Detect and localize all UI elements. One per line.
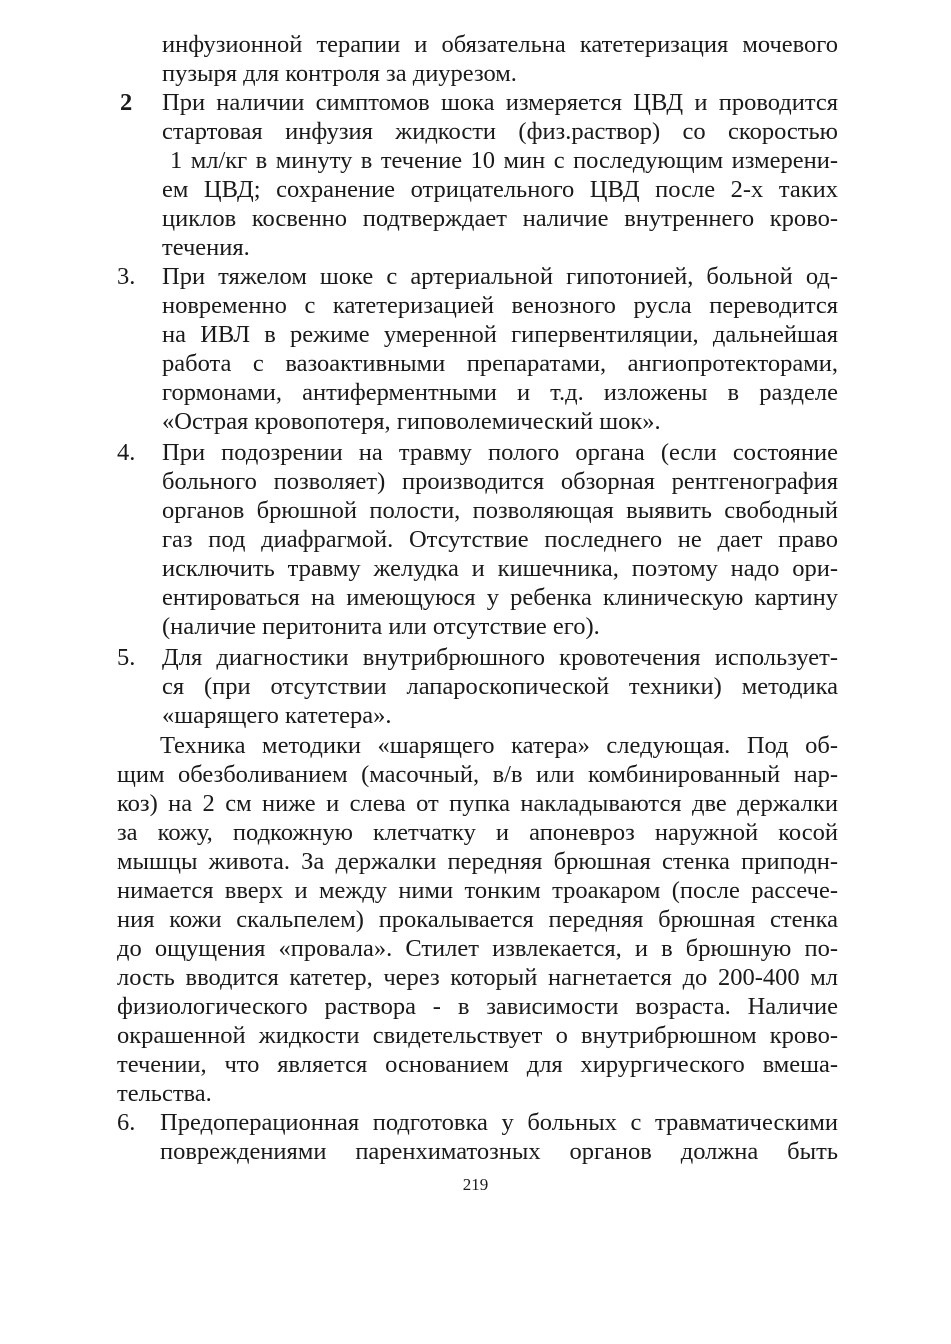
- item-2-line-5: течения.: [162, 234, 250, 261]
- item-2-line-4: циклов косвенно подтверждает наличие внутреннего крово-: [162, 205, 838, 232]
- item-4-line-0: При подозрении на травму полого органа (если состояние: [162, 439, 838, 466]
- paragraph-line-4: мышцы живота. За держалки передняя брюшная стенка приподн-: [117, 848, 838, 875]
- item-0-line-1: пузыря для контроля за диурезом.: [162, 60, 517, 87]
- paragraph-line-7: до ощущения «провала». Стилет извлекается, и в брюшную по-: [117, 935, 838, 962]
- paragraph-line-8: лость вводится катетер, через который нагнетается до 200-400 мл: [117, 964, 838, 991]
- item-2-line-0: При наличии симптомов шока измеряется ЦВД и проводится: [162, 89, 838, 116]
- item-3-line-4: гормонами, антиферментными и т.д. изложены в разделе: [162, 379, 838, 406]
- paragraph-line-2: коз) на 2 см ниже и слева от пупка накладываются две держалки: [117, 790, 838, 817]
- paragraph-line-6: ния кожи скальпелем) прокалывается передняя брюшная стенка: [117, 906, 838, 933]
- item-3-line-0: При тяжелом шоке с артериальной гипотонией, больной од-: [162, 263, 838, 290]
- item-3-line-3: работа с вазоактивными препаратами, ангиопротекторами,: [162, 350, 838, 377]
- item-4-line-2: органов брюшной полости, позволяющая выявить свободный: [162, 497, 838, 524]
- item-2-line-3: ем ЦВД; сохранение отрицательного ЦВД после 2-х таких: [162, 176, 838, 203]
- item-5-line-1: ся (при отсутствии лапароскопической техники) методика: [162, 673, 838, 700]
- item-2-line-1: стартовая инфузия жидкости (физ.раствор) со скоростью: [162, 118, 838, 145]
- item-4-line-5: ентироваться на имеющуюся у ребенка клиническую картину: [162, 584, 838, 611]
- item-4-line-6: (наличие перитонита или отсутствие его).: [162, 613, 600, 640]
- item-2-marker: 2: [120, 89, 133, 116]
- item-6-line-1: повреждениями паренхиматозных органов должна быть: [160, 1138, 838, 1165]
- paragraph-line-11: течении, что является основанием для хирургического вмеша-: [117, 1051, 838, 1078]
- item-4-marker: 4.: [117, 439, 136, 466]
- item-6-marker: 6.: [117, 1109, 136, 1136]
- item-5-line-2: «шарящего катетера».: [162, 702, 392, 729]
- item-4-line-4: исключить травму желудка и кишечника, поэтому надо ори-: [162, 555, 838, 582]
- item-5-line-0: Для диагностики внутрибрюшного кровотечения использует-: [162, 644, 838, 671]
- paragraph-line-5: нимается вверх и между ними тонким троакаром (после рассече-: [117, 877, 838, 904]
- item-4-line-3: газ под диафрагмой. Отсутствие последнего не дает право: [162, 526, 838, 553]
- paragraph-line-10: окрашенной жидкости свидетельствует о внутрибрюшном крово-: [117, 1022, 838, 1049]
- paragraph-line-12: тельства.: [117, 1080, 212, 1107]
- item-4-line-1: больного позволяет) производится обзорная рентгенография: [162, 468, 838, 495]
- item-3-marker: 3.: [117, 263, 136, 290]
- item-3-line-5: «Острая кровопотеря, гиповолемический шок».: [162, 408, 661, 435]
- item-0-line-0: инфузионной терапии и обязательна катетеризация мочевого: [162, 31, 838, 58]
- item-5-marker: 5.: [117, 644, 136, 671]
- item-3-line-2: на ИВЛ в режиме умеренной гипервентиляции, дальнейшая: [162, 321, 838, 348]
- paragraph-line-1: щим обезболиванием (масочный, в/в или комбинированный нар-: [117, 761, 838, 788]
- item-6-line-0: Предоперационная подготовка у больных с травматическими: [160, 1109, 838, 1136]
- item-3-line-1: новременно с катетеризацией венозного русла переводится: [162, 292, 838, 319]
- item-2-line-2: 1 мл/кг в минуту в течение 10 мин с последующим измерени-: [170, 147, 838, 174]
- paragraph-line-3: за кожу, подкожную клетчатку и апоневроз наружной косой: [117, 819, 838, 846]
- paragraph-line-0: Техника методики «шарящего катера» следующая. Под об-: [160, 732, 838, 759]
- page-number: 219: [462, 1175, 489, 1194]
- paragraph-line-9: физиологического раствора - в зависимости возраста. Наличие: [117, 993, 838, 1020]
